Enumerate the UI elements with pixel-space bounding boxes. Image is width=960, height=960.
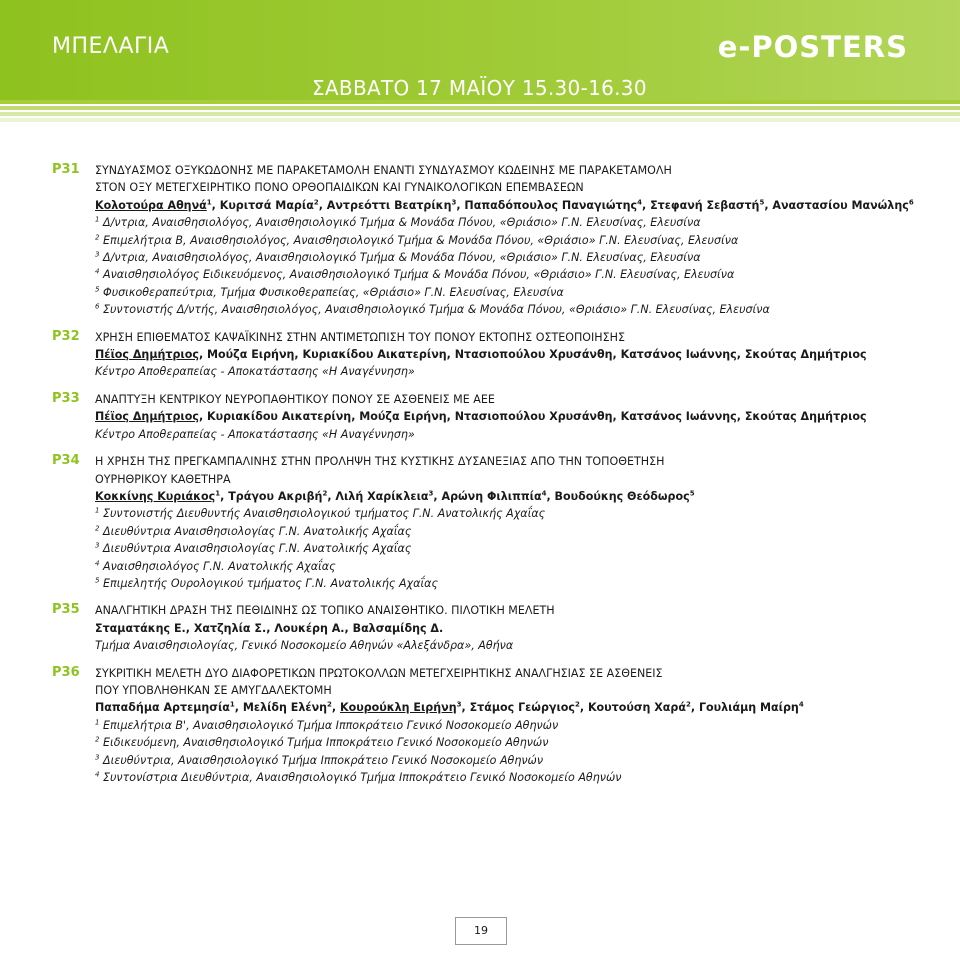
author-sup: 3 xyxy=(451,198,457,207)
header-stripes xyxy=(0,100,960,122)
affiliation-line xyxy=(95,752,915,769)
author-name: Πέϊος Δημήτριος xyxy=(95,348,199,362)
author-sup: 4 xyxy=(541,489,547,498)
poster-entry xyxy=(0,453,960,592)
poster-entry xyxy=(0,329,960,381)
affiliation-sup: 6 xyxy=(95,302,100,311)
affiliation-line xyxy=(95,523,915,540)
poster-body xyxy=(95,391,915,443)
poster-body xyxy=(95,329,915,381)
author-sup: 3 xyxy=(428,489,434,498)
affiliation-line xyxy=(95,301,915,318)
affiliation-text: Συντονιστής Δ/ντής, Αναισθησιολόγος, Αναισθησιολογικό Τμήμα & Μονάδα Πόνου, «Θριάσιο» Γ.Ν. Ελευσίνας, Ελευσίνα xyxy=(103,303,770,317)
affiliation-sup: 3 xyxy=(95,752,100,761)
affiliation-line xyxy=(95,363,915,380)
author-name: Κατσάνος Ιωάννης xyxy=(620,348,737,362)
affiliation-line xyxy=(95,505,915,522)
poster-title-line: ΣΤΟΝ ΟΞΥ ΜΕΤΕΓΧΕΙΡΗΤΙΚΟ ΠΟΝΟ ΟΡΘΟΠΑΙΔΙΚΩΝ ΚΑΙ ΓΥΝΑΙΚΟΛΟΓΙΚΩΝ ΕΠΕΜΒΑΣΕΩΝ xyxy=(95,181,584,195)
author-sup: 3 xyxy=(456,700,462,709)
affiliation-text: Διευθύντρια, Αναισθησιολογικό Τμήμα Ιπποκράτειο Γενικό Νοσοκομείο Αθηνών xyxy=(103,753,544,767)
author-sup: 5 xyxy=(689,489,695,498)
author-name: Κουρούκλη Ειρήνη xyxy=(339,701,457,715)
poster-title-line: Η ΧΡΗΣΗ ΤΗΣ ΠΡΕΓΚΑΜΠΑΛΙΝΗΣ ΣΤΗΝ ΠΡΟΛΗΨΗ ΤΗΣ ΚΥΣΤΙΚΗΣ ΔΥΣΑΝΕΞΙΑΣ ΑΠΟ ΤΗΝ ΤΟΠΟΘΕΤΗΣΗ xyxy=(95,455,665,469)
affiliation-line xyxy=(95,426,915,443)
affiliation-line xyxy=(95,232,915,249)
affiliation-text: Αναισθησιολόγος Ειδικευόμενος, Αναισθησιολογικό Τμήμα & Μονάδα Πόνου, «Θριάσιο» Γ.Ν. Ελευσίνας, Ελευσίνα xyxy=(103,268,735,282)
poster-list xyxy=(0,162,960,796)
poster-body xyxy=(95,665,915,787)
author-name: Κατσάνος Ιωάννης xyxy=(620,410,737,424)
affiliation-sup: 5 xyxy=(95,285,100,294)
author-sup: 2 xyxy=(322,489,328,498)
affiliation-line xyxy=(95,637,915,654)
affiliation-text: Ειδικευόμενη, Αναισθησιολογικό Τμήμα Ιπποκράτειο Γενικό Νοσοκομείο Αθηνών xyxy=(103,736,549,750)
affiliation-text: Διευθύντρια Αναισθησιολογίας Γ.Ν. Ανατολικής Αχαΐας xyxy=(103,542,412,556)
affiliation-text: Δ/ντρια, Αναισθησιολόγος, Αναισθησιολογικό Τμήμα & Μονάδα Πόνου, «Θριάσιο» Γ.Ν. Ελευσίνας, Ελευσίνα xyxy=(103,251,701,265)
author-name: Μούζα Ειρήνη xyxy=(207,348,295,362)
author-name: Βαλσαμίδης Δ. xyxy=(352,621,444,635)
author-list: Κολοτούρα Αθηνά$^1$, Κυριτσά Μαρία$^2$, Αντρεόττι Βεατρίκη$^3$, Παπαδόπουλος Παναγιώτης$^4$, Στεφανή Σεβαστή$^5$, Αναστασίου Μανώλης$^6$ xyxy=(95,198,914,212)
author-sup: 4 xyxy=(637,198,642,207)
affiliation-sup: 2 xyxy=(95,524,100,533)
author-sup: 2 xyxy=(327,700,332,709)
author-name: Λιλή Χαρίκλεια xyxy=(335,489,429,503)
affiliation-text: Φυσικοθεραπεύτρια, Τμήμα Φυσικοθεραπείας, «Θριάσιο» Γ.Ν. Ελευσίνας, Ελευσίνα xyxy=(103,285,564,299)
affiliation-sup: 4 xyxy=(95,267,100,276)
affiliation-line xyxy=(95,266,915,283)
page-number: 19 xyxy=(455,917,507,945)
affiliation-line xyxy=(95,717,915,734)
author-name: Στάμος Γεώργιος xyxy=(469,701,575,715)
author-list: Κοκκίνης Κυριάκος$^1$, Τράγου Ακριβή$^2$, Λιλή Χαρίκλεια$^3$, Αρώνη Φιλιππία$^4$, Βουδούκης Θεόδωρος$^5$ xyxy=(95,489,695,503)
author-name: Αρώνη Φιλιππία xyxy=(441,489,542,503)
author-sup: 2 xyxy=(685,700,691,709)
session-date: ΣΑΒΒΑΤΟ 17 ΜΑΪΟΥ 15.30-16.30 xyxy=(312,76,647,100)
poster-title-line: ΧΡΗΣΗ ΕΠΙΘΕΜΑΤΟΣ ΚΑΨΑΪΚΙΝΗΣ ΣΤΗΝ ΑΝΤΙΜΕΤΩΠΙΣΗ ΤΟΥ ΠΟΝΟΥ ΕΚΤΟΠΗΣ ΟΣΤΕΟΠΟΙΗΣΗΣ xyxy=(95,330,626,344)
author-name: Πέϊος Δημήτριος xyxy=(95,410,199,424)
author-list: Σταματάκης Ε., Χατζηλία Σ., Λουκέρη Α., Βαλσαμίδης Δ. xyxy=(95,621,444,635)
affiliation-sup: 5 xyxy=(95,576,100,585)
author-name: Γουλιάμη Μαίρη xyxy=(698,701,799,715)
affiliation-text: Επιμελητής Ουρολογικού τμήματος Γ.Ν. Ανατολικής Αχαΐας xyxy=(103,576,439,590)
author-name: Τράγου Ακριβή xyxy=(228,489,323,503)
author-name: Βουδούκης Θεόδωρος xyxy=(554,489,690,503)
author-sup: 2 xyxy=(313,198,319,207)
affiliation-line xyxy=(95,575,915,592)
author-name: Αντρεόττι Βεατρίκη xyxy=(326,198,452,212)
author-name: Σταματάκης Ε. xyxy=(95,621,186,635)
poster-body xyxy=(95,162,915,319)
author-name: Παπαδόπουλος Παναγιώτης xyxy=(464,198,638,212)
affiliation-sup: 1 xyxy=(95,215,100,224)
affiliation-text: Διευθύντρια Αναισθησιολογίας Γ.Ν. Ανατολικής Αχαΐας xyxy=(103,524,412,538)
affiliation-sup: 4 xyxy=(95,770,100,779)
poster-code: P34 xyxy=(52,453,80,469)
affiliation-text: Δ/ντρια, Αναισθησιολόγος, Αναισθησιολογικό Τμήμα & Μονάδα Πόνου, «Θριάσιο» Γ.Ν. Ελευσίνας, Ελευσίνα xyxy=(103,216,701,230)
affiliation-sup: 2 xyxy=(95,735,100,744)
author-name: Στεφανή Σεβαστή xyxy=(650,198,760,212)
author-name: Κυριακίδου Αικατερίνη xyxy=(302,348,447,362)
author-name: Αναστασίου Μανώλης xyxy=(772,198,909,212)
author-sup: 4 xyxy=(798,700,804,709)
poster-code: P32 xyxy=(52,328,80,344)
affiliation-line xyxy=(95,540,915,557)
affiliation-text: Κέντρο Αποθεραπείας - Αποκατάστασης «Η Αναγέννηση» xyxy=(95,365,415,379)
poster-code: P35 xyxy=(52,602,80,618)
author-name: Μελίδη Ελένη xyxy=(242,701,328,715)
poster-code: P36 xyxy=(52,664,80,680)
affiliation-text: Κέντρο Αποθεραπείας - Αποκατάστασης «Η Αναγέννηση» xyxy=(95,427,415,441)
author-name: Χατζηλία Σ. xyxy=(193,621,267,635)
author-list: Πέϊος Δημήτριος, Κυριακίδου Αικατερίνη, Μούζα Ειρήνη, Ντασιοπούλου Χρυσάνθη, Κατσάνος Ιωάννης, Σκούτας Δημήτριος xyxy=(95,410,867,424)
affiliation-sup: 4 xyxy=(95,558,100,567)
affiliation-text: Επιμελήτρια Β, Αναισθησιολόγος, Αναισθησιολογικό Τμήμα & Μονάδα Πόνου, «Θριάσιο» Γ.Ν. Ελευσίνας, Ελευσίνα xyxy=(103,233,739,247)
affiliation-sup: 3 xyxy=(95,250,100,259)
poster-entry xyxy=(0,391,960,443)
author-list: Πέϊος Δημήτριος, Μούζα Ειρήνη, Κυριακίδου Αικατερίνη, Ντασιοπούλου Χρυσάνθη, Κατσάνος Ιωάννης, Σκούτας Δημήτριος xyxy=(95,348,867,362)
author-name: Λουκέρη Α. xyxy=(274,621,345,635)
author-name: Ντασιοπούλου Χρυσάνθη xyxy=(454,410,613,424)
author-name: Μούζα Ειρήνη xyxy=(359,410,447,424)
poster-title-line: ΟΥΡΗΘΡΙΚΟΥ ΚΑΘΕΤΗΡΑ xyxy=(95,472,231,486)
author-sup: 1 xyxy=(215,489,221,498)
affiliation-text: Συντονιστής Διευθυντής Αναισθησιολογικού τμήματος Γ.Ν. Ανατολικής Αχαΐας xyxy=(103,507,546,521)
author-sup: 1 xyxy=(206,198,212,207)
section-title: e-POSTERS xyxy=(717,30,908,64)
venue-title: ΜΠΕΛΑΓΙΑ xyxy=(52,34,170,59)
author-sup: 1 xyxy=(229,700,235,709)
poster-entry xyxy=(0,602,960,654)
poster-title-line: ΠΟΥ ΥΠΟΒΛΗΘΗΚΑΝ ΣΕ ΑΜΥΓΔΑΛΕΚΤΟΜΗ xyxy=(95,683,332,697)
author-name: Παπαδήμα Αρτεμησία xyxy=(95,701,230,715)
affiliation-sup: 2 xyxy=(95,232,100,241)
author-sup: 2 xyxy=(574,700,580,709)
header-banner xyxy=(0,0,960,100)
poster-title-line: ΑΝΑΠΤΥΞΗ ΚΕΝΤΡΙΚΟΥ ΝΕΥΡΟΠΑΘΗΤΙΚΟΥ ΠΟΝΟΥ ΣΕ ΑΣΘΕΝΕΙΣ ΜΕ ΑΕΕ xyxy=(95,392,495,406)
affiliation-text: Τμήμα Αναισθησιολογίας, Γενικό Νοσοκομείο Αθηνών «Αλεξάνδρα», Αθήνα xyxy=(95,639,514,653)
author-name: Κολοτούρα Αθηνά xyxy=(95,198,207,212)
author-sup: 6 xyxy=(908,198,914,207)
author-sup: 5 xyxy=(759,198,765,207)
affiliation-sup: 1 xyxy=(95,506,100,515)
affiliation-text: Αναισθησιολόγος Γ.Ν. Ανατολικής Αχαΐας xyxy=(103,559,336,573)
poster-title-line: ΣΥΝΔΥΑΣΜΟΣ ΟΞΥΚΩΔΟΝΗΣ ΜΕ ΠΑΡΑΚΕΤΑΜΟΛΗ ΕΝΑΝΤΙ ΣΥΝΔΥΑΣΜΟΥ ΚΩΔΕΙΝΗΣ ΜΕ ΠΑΡΑΚΕΤΑΜΟΛΗ xyxy=(95,164,672,177)
poster-entry xyxy=(0,162,960,319)
author-name: Κυριτσά Μαρία xyxy=(219,198,314,212)
affiliation-line xyxy=(95,249,915,266)
poster-code: P31 xyxy=(52,162,80,177)
author-name: Κουτούση Χαρά xyxy=(587,701,686,715)
poster-code: P33 xyxy=(52,390,80,406)
affiliation-line xyxy=(95,284,915,301)
author-name: Κυριακίδου Αικατερίνη xyxy=(207,410,352,424)
author-name: Σκούτας Δημήτριος xyxy=(744,410,867,424)
affiliation-sup: 1 xyxy=(95,718,100,727)
affiliation-line xyxy=(95,769,915,786)
author-name: Σκούτας Δημήτριος xyxy=(744,348,867,362)
affiliation-text: Συντονίστρια Διευθύντρια, Αναισθησιολογικό Τμήμα Ιπποκράτειο Γενικό Νοσοκομείο Αθηνών xyxy=(103,771,622,784)
affiliation-text: Επιμελήτρια Β', Αναισθησιολογικό Τμήμα Ιπποκράτειο Γενικό Νοσοκομείο Αθηνών xyxy=(103,718,559,732)
poster-title-line: ΣΥΚΡΙΤΙΚΗ ΜΕΛΕΤΗ ΔΥΟ ΔΙΑΦΟΡΕΤΙΚΩΝ ΠΡΩΤΟΚΟΛΛΩΝ ΜΕΤΕΓΧΕΙΡΗΤΙΚΗΣ ΑΝΑΛΓΗΣΙΑΣ ΣΕ ΑΣΘΕΝΕΙΣ xyxy=(95,666,663,680)
poster-body xyxy=(95,453,915,592)
poster-body xyxy=(95,602,915,654)
affiliation-line xyxy=(95,558,915,575)
author-list: Παπαδήμα Αρτεμησία$^1$, Μελίδη Ελένη$^2$, Κουρούκλη Ειρήνη$^3$, Στάμος Γεώργιος$^2$, Κουτούση Χαρά$^2$, Γουλιάμη Μαίρη$^4$ xyxy=(95,700,804,715)
affiliation-sup: 3 xyxy=(95,541,100,550)
author-name: Ντασιοπούλου Χρυσάνθη xyxy=(454,348,613,362)
author-name: Κοκκίνης Κυριάκος xyxy=(95,489,216,503)
poster-entry xyxy=(0,665,960,787)
affiliation-line xyxy=(95,734,915,751)
poster-title-line: ΑΝΑΛΓΗΤΙΚΗ ΔΡΑΣΗ ΤΗΣ ΠΕΘΙΔΙΝΗΣ ΩΣ ΤΟΠΙΚΟ ΑΝΑΙΣΘΗΤΙΚΟ. ΠΙΛΟΤΙΚΗ ΜΕΛΕΤΗ xyxy=(95,604,555,618)
affiliation-line xyxy=(95,214,915,231)
